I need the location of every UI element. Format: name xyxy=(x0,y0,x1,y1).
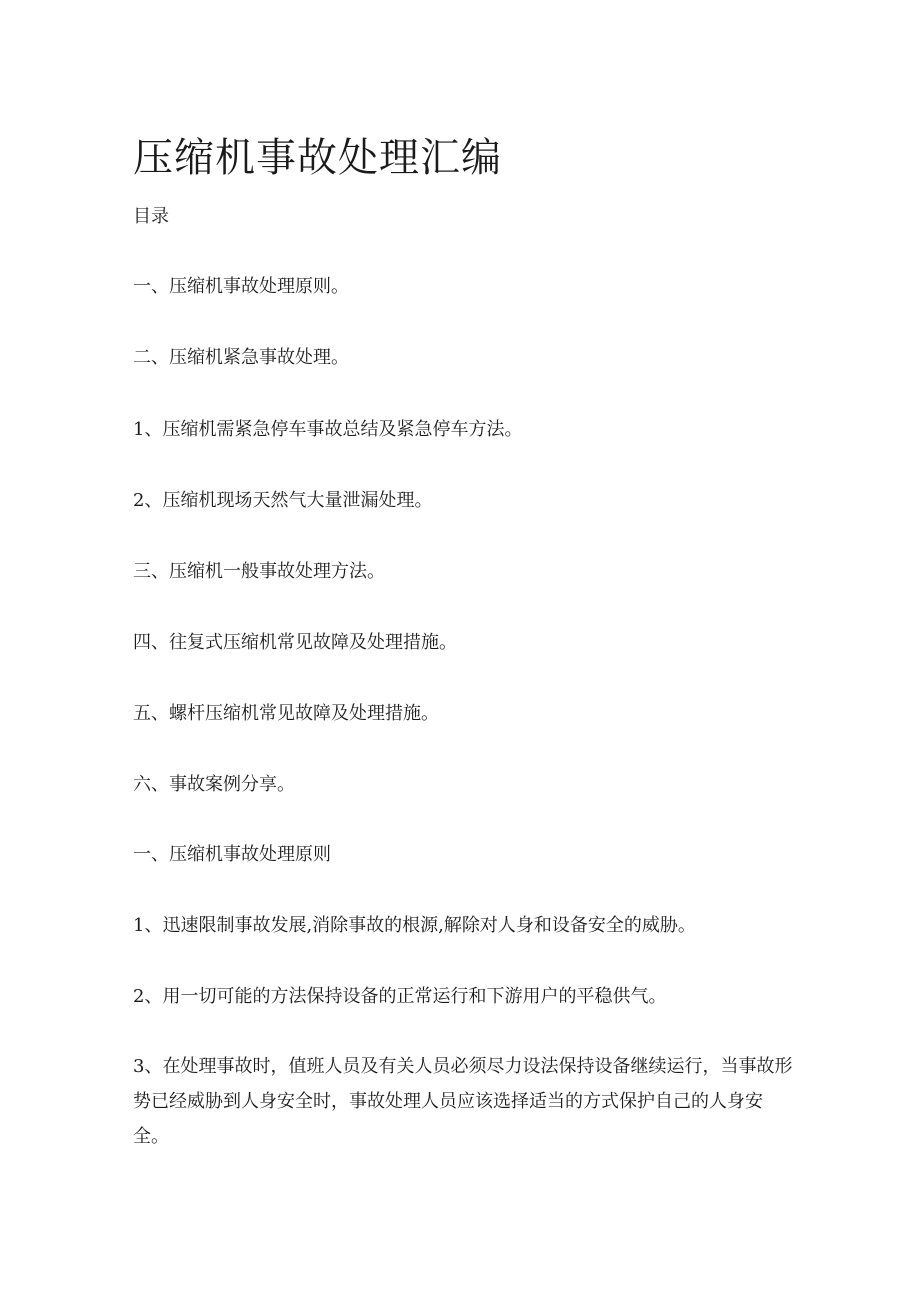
toc-item: 三、压缩机一般事故处理方法。 xyxy=(133,561,385,582)
principle-item: 1、迅速限制事故发展,消除事故的根源,解除对人身和设备安全的威胁。 xyxy=(133,915,696,936)
toc-item: 四、往复式压缩机常见故障及处理措施。 xyxy=(133,632,457,653)
toc-item: 五、螺杆压缩机常见故障及处理措施。 xyxy=(133,703,439,724)
toc-item: 一、压缩机事故处理原则。 xyxy=(133,276,349,297)
toc-heading: 目录 xyxy=(133,206,169,227)
toc-item: 1、压缩机需紧急停车事故总结及紧急停车方法。 xyxy=(133,419,523,440)
toc-item: 2、压缩机现场天然气大量泄漏处理。 xyxy=(133,490,433,511)
toc-item: 二、压缩机紧急事故处理。 xyxy=(133,347,349,368)
section-heading: 一、压缩机事故处理原则 xyxy=(133,844,331,865)
toc-item: 六、事故案例分享。 xyxy=(133,774,295,795)
principle-item: 3、在处理事故时，值班人员及有关人员必须尽力设法保持设备继续运行，当事故形势已经威胁到人身安全时，事故处理人员应该选择适当的方式保护自己的人身安全。 xyxy=(133,1056,793,1147)
principle-item: 2、用一切可能的方法保持设备的正常运行和下游用户的平稳供气。 xyxy=(133,986,667,1007)
document-title: 压缩机事故处理汇编 xyxy=(133,135,502,181)
